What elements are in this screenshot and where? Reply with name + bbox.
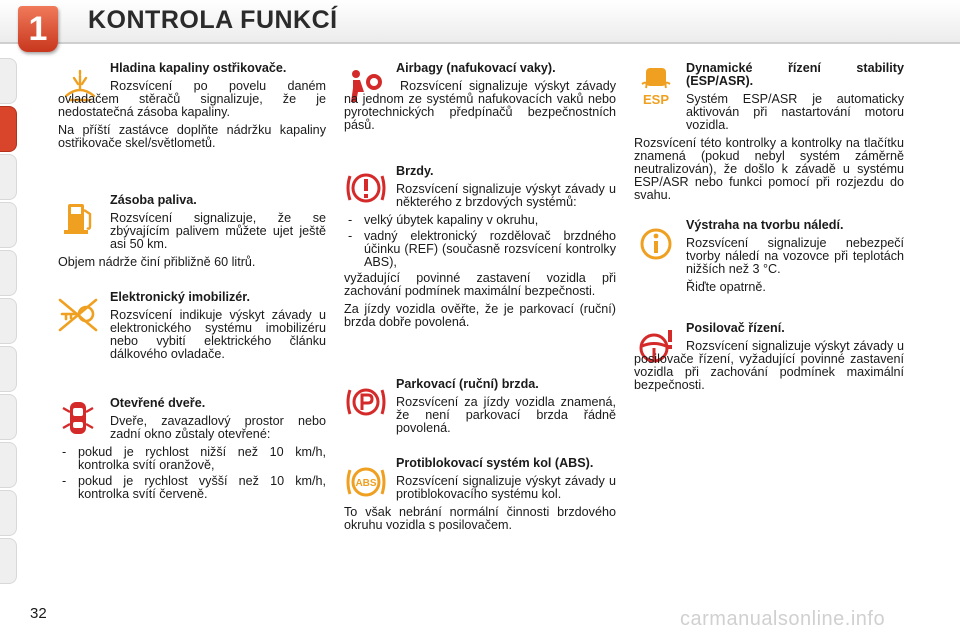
section-title: Airbagy (nafukovací vaky). xyxy=(396,61,556,75)
chapter-tab[interactable] xyxy=(0,490,17,536)
section-title: Posilovač řízení. xyxy=(686,321,785,335)
paragraph: Rozsvícení signalizuje, že se zbývajícím palivem můžete ujet ještě asi 50 km. xyxy=(110,211,326,251)
immobilizer-section xyxy=(58,291,326,366)
list-item: - vadný elektronický rozdělovač brzdného účinku (REF) (současně rozsvícení kontrolky ABS), xyxy=(344,230,616,269)
paragraph: Řiďte opatrně. xyxy=(686,280,766,294)
chapter-tab[interactable] xyxy=(0,442,17,488)
parking-brake-section xyxy=(344,378,616,440)
list-item: - pokud je rychlost vyšší než 10 km/h, kontrolka svítí červeně. xyxy=(58,475,326,501)
paragraph: Rozsvícení signalizuje výskyt závady na jednom ze systémů nafukovacích vaků nebo pyrotechnických předpínačů bezpečnostních pásů. xyxy=(344,79,616,132)
svg-text:ESP: ESP xyxy=(642,92,670,107)
page-number: 32 xyxy=(30,605,47,622)
section-title: Otevřené dveře. xyxy=(110,396,206,410)
paragraph: Za jízdy vozidla ověřte, že je parkovací (ruční) brzda dobře povolená. xyxy=(344,302,616,329)
chapter-tab[interactable] xyxy=(0,154,17,200)
page-title: KONTROLA FUNKCÍ xyxy=(88,6,338,34)
paragraph: Rozsvícení signalizuje výskyt závady u protiblokovacího systému kol. xyxy=(396,474,616,501)
ice-warning-section xyxy=(634,219,904,299)
chapter-tab[interactable] xyxy=(0,538,17,584)
paragraph: Na příští zastávce doplňte nádržku kapaliny ostřikovače skel/světlometů. xyxy=(58,123,326,150)
list-item: - pokud je rychlost nižší než 10 km/h, kontrolka svítí oranžově, xyxy=(58,446,326,472)
paragraph: Objem nádrže činí přibližně 60 litrů. xyxy=(58,255,256,269)
paragraph: Rozsvícení signalizuje výskyt závady u některého z brzdových systémů: xyxy=(396,182,616,209)
page-header xyxy=(0,0,960,48)
section-title: Zásoba paliva. xyxy=(110,193,197,207)
power-steering-section xyxy=(634,322,904,397)
chapter-tab[interactable] xyxy=(0,58,17,104)
chapter-tab[interactable] xyxy=(0,202,17,248)
list-item: - velký úbytek kapaliny v okruhu, xyxy=(344,214,616,227)
watermark: carmanualsonline.info xyxy=(680,608,886,630)
section-title: Hladina kapaliny ostřikovače. xyxy=(110,61,287,75)
washer-section xyxy=(58,62,326,155)
section-title: Brzdy. xyxy=(396,164,434,178)
paragraph: Rozsvícení indikuje výskyt závady u elektronického systému imobilizéru nebo vybití elektrického článku dálkového ovladače. xyxy=(110,308,326,361)
paragraph: Rozsvícení této kontrolky a kontrolky na tlačítku znamená (pokud nebyl systém záměrně neutralizován), že došlo k závadě u systému ESP/ASR nebo funkci pomocí při rozjezdu do svahu. xyxy=(634,136,904,202)
chapter-tab[interactable] xyxy=(0,298,17,344)
brakes-section xyxy=(344,165,616,334)
section-title: Parkovací (ruční) brzda. xyxy=(396,377,539,391)
svg-text:ABS: ABS xyxy=(355,478,377,489)
abs-section xyxy=(344,457,616,537)
paragraph: To však nebrání normální činnosti brzdového okruhu vozidla s posilovačem. xyxy=(344,505,616,532)
chapter-tab[interactable] xyxy=(0,394,17,440)
chapter-tab[interactable] xyxy=(0,250,17,296)
airbag-section xyxy=(344,62,616,137)
chapter-badge: 1 xyxy=(18,6,58,52)
doors-section xyxy=(58,397,326,504)
esp-section xyxy=(634,62,904,207)
paragraph: Dveře, zavazadlový prostor nebo zadní okno zůstaly otevřené: xyxy=(110,414,326,441)
section-title: Dynamické řízení stability (ESP/ASR). xyxy=(686,61,904,88)
chapter-tab[interactable] xyxy=(0,346,17,392)
section-title: Protiblokovací systém kol (ABS). xyxy=(396,456,594,470)
section-title: Výstraha na tvorbu náledí. xyxy=(686,218,844,232)
chapter-tab-active[interactable] xyxy=(0,106,17,152)
paragraph: vyžadující povinné zastavení vozidla při zachování podmínek maximální bezpečnosti. xyxy=(344,271,616,298)
paragraph: Rozsvícení signalizuje výskyt závady u posilovače řízení, vyžadující povinné zastavení vozidla při zachování podmínek maximální bezpečnosti. xyxy=(634,339,904,392)
section-title: Elektronický imobilizér. xyxy=(110,290,250,304)
paragraph: Rozsvícení signalizuje nebezpečí tvorby náledí na vozovce při teplotách nižších než 3 °C. xyxy=(686,236,904,276)
fuel-section xyxy=(58,194,326,274)
paragraph: Rozsvícení po povelu daném ovladačem stěračů signalizuje, že je nedostatečná zásoba kapaliny. xyxy=(58,79,326,119)
paragraph: Systém ESP/ASR je automaticky aktivován při nastartování motoru vozidla. xyxy=(686,92,904,132)
chapter-tabs xyxy=(0,58,20,586)
paragraph: Rozsvícení za jízdy vozidla znamená, že není parkovací brzda řádně povolená. xyxy=(396,395,616,435)
